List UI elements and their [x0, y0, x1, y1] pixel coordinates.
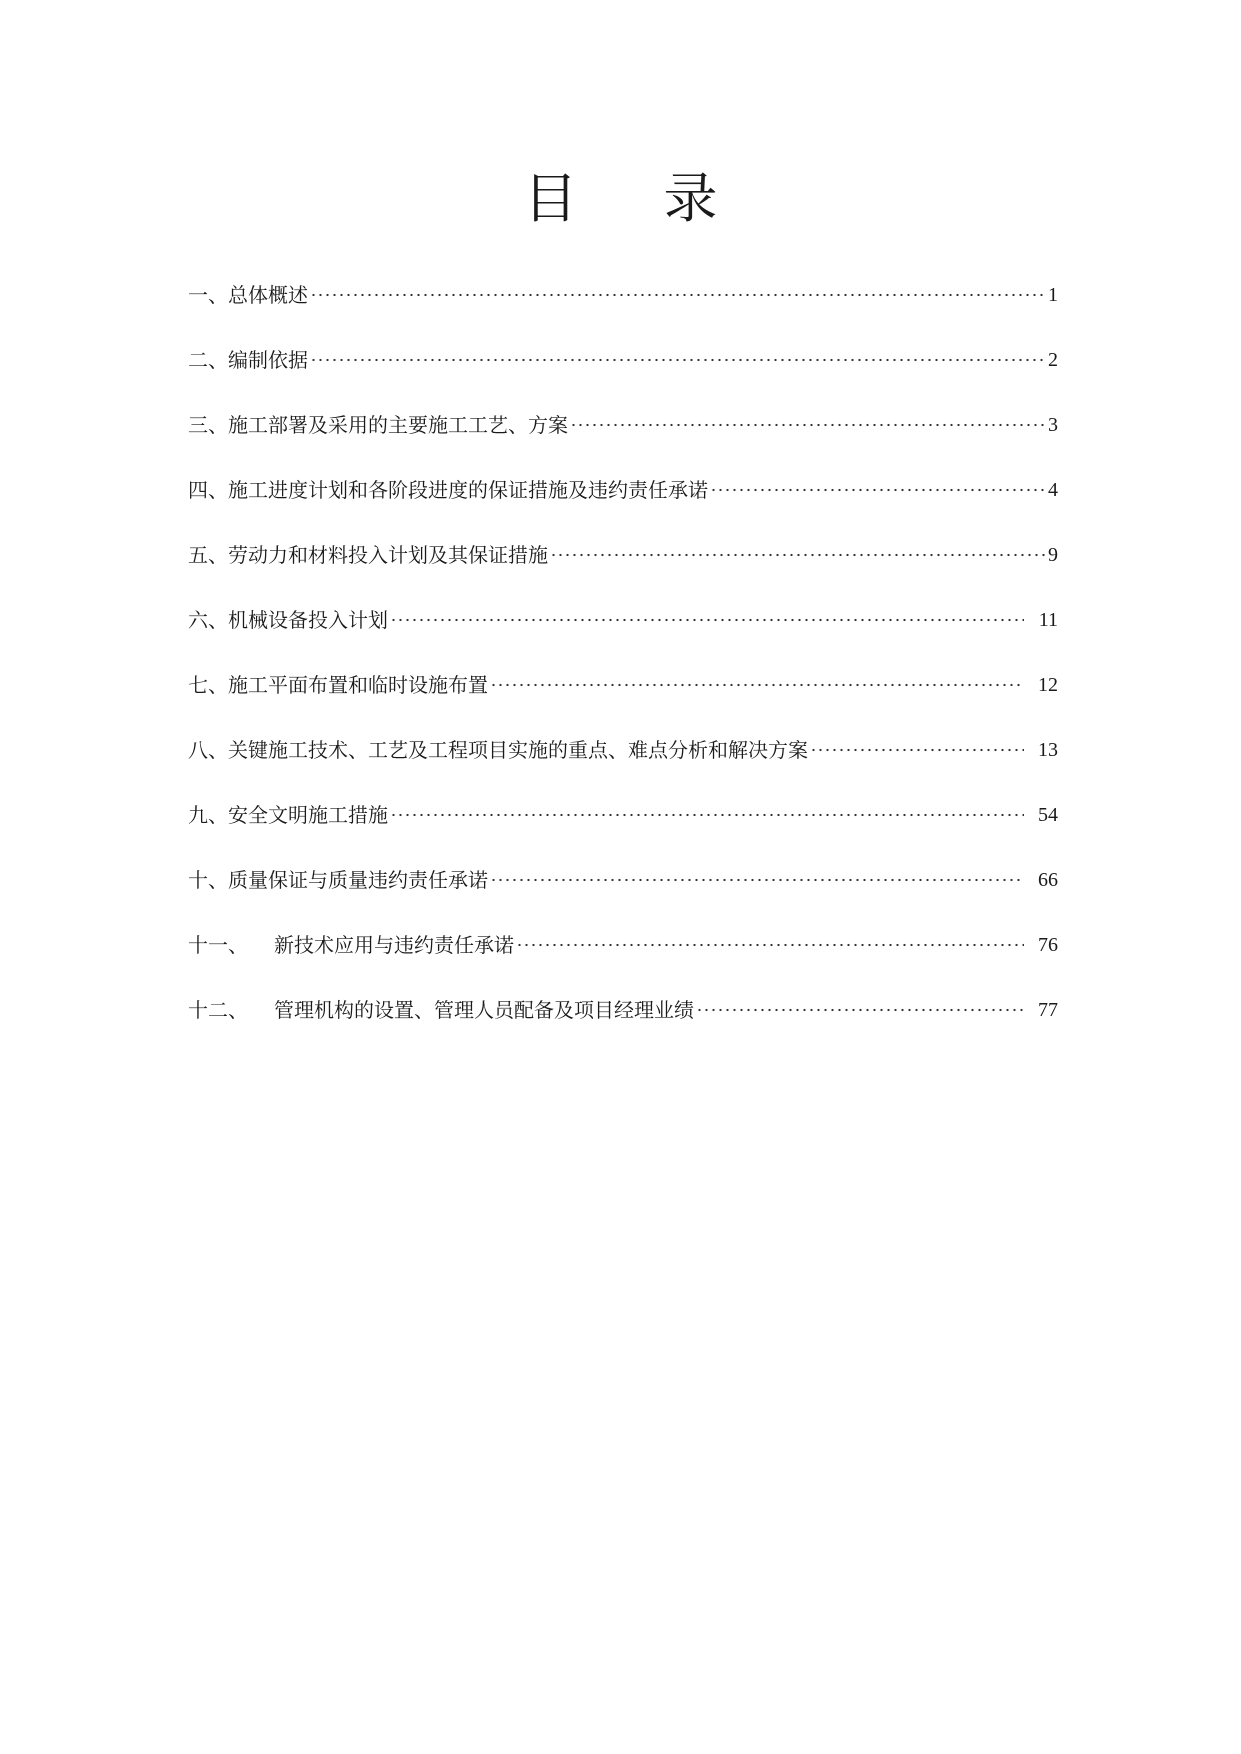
dot-leader: [490, 672, 1024, 698]
toc-number: 二、: [188, 347, 228, 372]
toc-label: 管理机构的设置、管理人员配备及项目经理业绩: [274, 997, 694, 1022]
toc-page-number: 3: [1048, 413, 1058, 436]
toc-entry-9[interactable]: [188, 782, 1058, 847]
dot-leader: [390, 802, 1024, 828]
toc-entry-6[interactable]: [188, 587, 1058, 652]
toc-entry-12[interactable]: [188, 977, 1058, 1042]
toc-page-number: 54: [1038, 803, 1058, 826]
toc-label: 劳动力和材料投入计划及其保证措施: [228, 542, 548, 567]
toc-label: 质量保证与质量违约责任承诺: [228, 867, 488, 892]
toc-label: 施工进度计划和各阶段进度的保证措施及违约责任承诺: [228, 477, 708, 502]
toc-page-number: 1: [1048, 283, 1058, 306]
toc-page-number: 13: [1038, 738, 1058, 761]
toc-number: 十、: [188, 867, 228, 892]
dot-leader: [310, 347, 1046, 373]
toc-number: 六、: [188, 607, 228, 632]
toc-number: 四、: [188, 477, 228, 502]
dot-leader: [570, 412, 1046, 438]
dot-leader: [550, 542, 1046, 568]
toc-entry-7[interactable]: [188, 652, 1058, 717]
toc-entry-1[interactable]: [188, 262, 1058, 327]
toc-number: 七、: [188, 672, 228, 697]
toc-label: 安全文明施工措施: [228, 802, 388, 827]
toc-number: 一、: [188, 282, 228, 307]
toc-label: 新技术应用与违约责任承诺: [274, 932, 514, 957]
toc-number: 三、: [188, 412, 228, 437]
toc-number: 十二、: [188, 997, 248, 1022]
dot-leader: [710, 477, 1046, 503]
toc-page-number: 2: [1048, 348, 1058, 371]
toc-number: 十一、: [188, 932, 248, 957]
dot-leader: [310, 282, 1046, 308]
toc-page-number: 9: [1048, 543, 1058, 566]
toc-page-number: 66: [1038, 868, 1058, 891]
toc-label: 施工部署及采用的主要施工工艺、方案: [228, 412, 568, 437]
toc-page-number: 4: [1048, 478, 1058, 501]
toc-number: 八、: [188, 737, 228, 762]
toc-label: 编制依据: [228, 347, 308, 372]
toc-page-number: 77: [1038, 998, 1058, 1021]
toc-label: 施工平面布置和临时设施布置: [228, 672, 488, 697]
toc-label: 机械设备投入计划: [228, 607, 388, 632]
toc-page-number: 12: [1038, 673, 1058, 696]
dot-leader: [696, 997, 1024, 1023]
page-title: [0, 164, 1241, 234]
toc-entry-8[interactable]: [188, 717, 1058, 782]
toc-number: 九、: [188, 802, 228, 827]
toc-page-number: 76: [1038, 933, 1058, 956]
title-char-1: 目: [523, 167, 578, 230]
title-char-2: 录: [663, 167, 718, 230]
dot-leader: [810, 737, 1024, 763]
toc-entry-10[interactable]: [188, 847, 1058, 912]
toc-entry-3[interactable]: [188, 392, 1058, 457]
toc-label: 总体概述: [228, 282, 308, 307]
toc-entry-11[interactable]: [188, 912, 1058, 977]
toc-entry-5[interactable]: [188, 522, 1058, 587]
toc-entry-4[interactable]: [188, 457, 1058, 522]
dot-leader: [390, 607, 1024, 633]
toc-label: 关键施工技术、工艺及工程项目实施的重点、难点分析和解决方案: [228, 737, 808, 762]
table-of-contents: [188, 262, 1058, 1042]
toc-number: 五、: [188, 542, 228, 567]
toc-entry-2[interactable]: [188, 327, 1058, 392]
toc-page-number: 11: [1038, 608, 1058, 631]
dot-leader: [490, 867, 1024, 893]
dot-leader: [516, 932, 1024, 958]
